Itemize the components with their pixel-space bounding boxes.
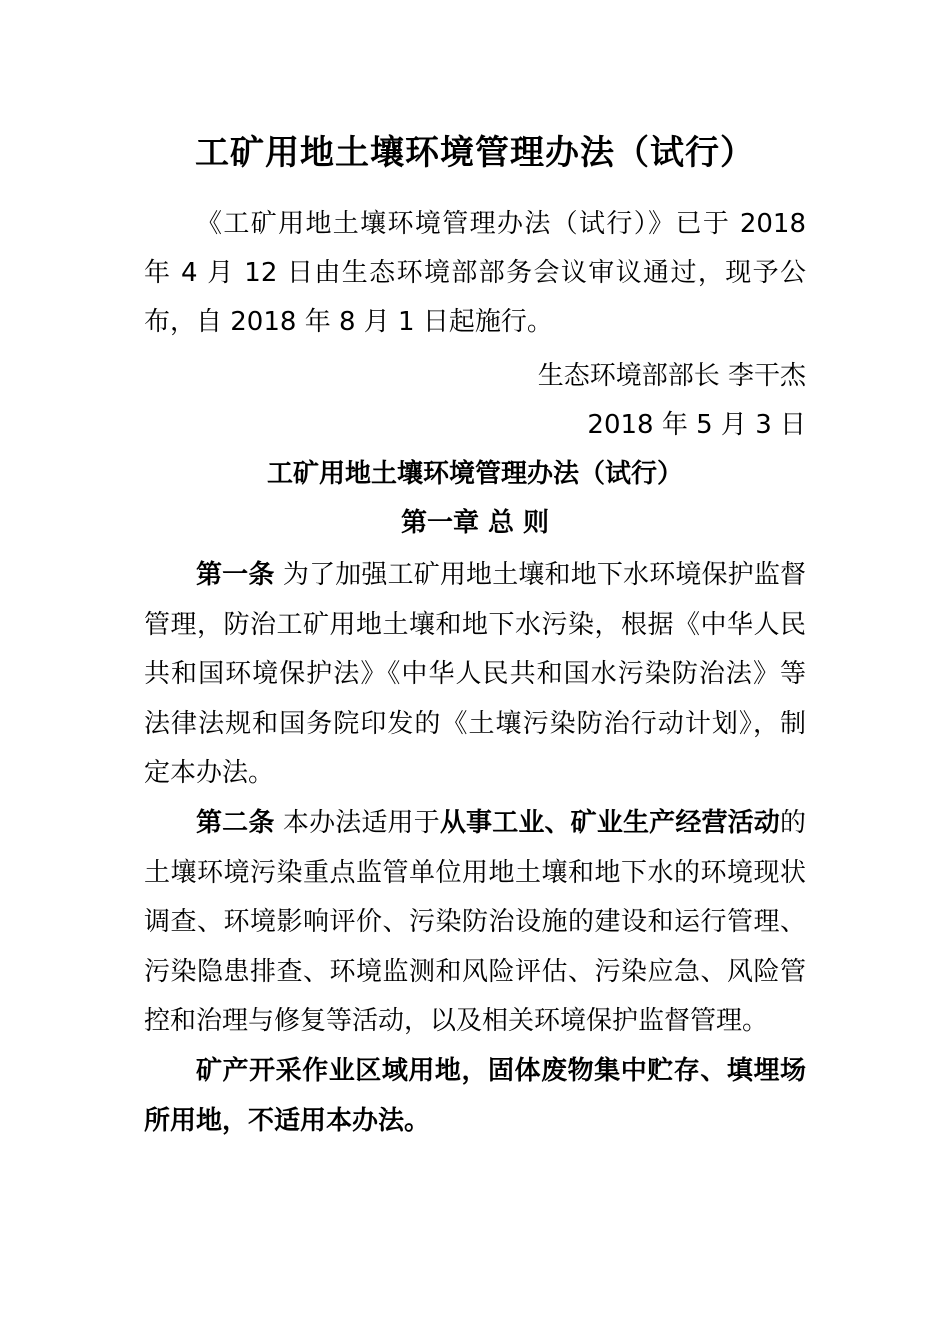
article-2: [144, 799, 806, 1047]
article-2-text-before: 本办法适用于: [274, 808, 440, 838]
publication-notice: 《工矿用地土壤环境管理办法（试行）》已于 2018 年 4 月 12 日由生态环境部部务会议审议通过，现予公布，自 2018 年 8 月 1 日起施行。: [144, 209, 806, 337]
article-2-text-after: 的土壤环境污染重点监管单位用地土壤和地下水的环境现状调查、环境影响评价、污染防治设施的建设和运行管理、污染隐患排查、环境监测和风险评估、污染应急、风险管控和治理与修复等活动，以及相关环境保护监督管理。: [144, 808, 806, 1036]
article-1-text: 为了加强工矿用地土壤和地下水环境保护监督管理，防治工矿用地土壤和地下水污染，根据《中华人民共和国环境保护法》《中华人民共和国水污染防治法》等法律法规和国务院印发的《土壤污染防治行动计划》，制定本办法。: [144, 560, 806, 788]
signer: 生态环境部部长 李干杰: [537, 361, 806, 391]
law-title: 工矿用地土壤环境管理办法（试行）: [266, 459, 683, 489]
article-1: [144, 551, 806, 799]
article-2-exclusion: 矿产开采作业区域用地，固体废物集中贮存、填埋场所用地，不适用本办法。: [144, 1056, 806, 1136]
document-title: 工矿用地土壤环境管理办法（试行）: [195, 133, 755, 173]
chapter-heading: 第一章 总 则: [400, 508, 550, 538]
article-2-emphasis: 从事工业、矿业生产经营活动: [439, 808, 780, 838]
article-2-label: 第二条: [196, 808, 275, 838]
signing-date: 2018 年 5 月 3 日: [587, 410, 806, 440]
article-1-label: 第一条: [196, 560, 275, 590]
